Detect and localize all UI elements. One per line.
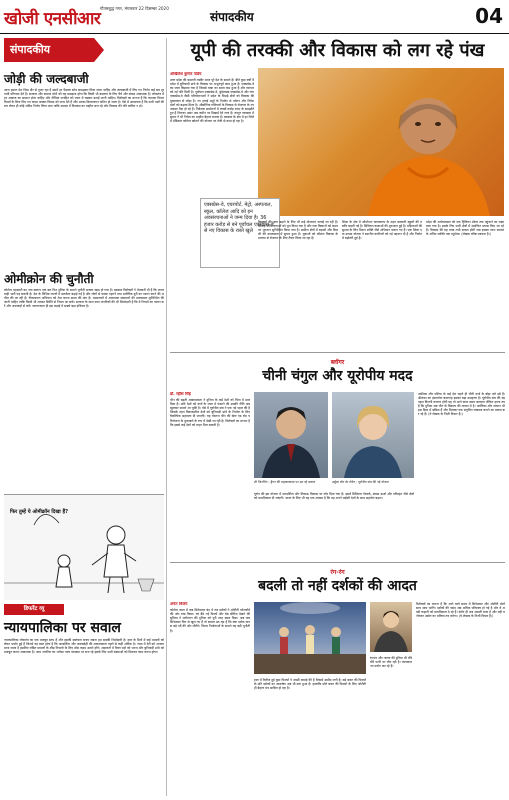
eu-leader-caption: उर्सुला वॉन डेर लेयेन : यूरोपीय संघ की नई योजना bbox=[332, 480, 389, 484]
blog-headline: चीनी चंगुल और यूरोपीय मदद bbox=[262, 368, 413, 384]
rang-column-3: रंगमंच और नाटक की दुनिया भी धीरे धीरे पटरी पर लौट रही है। कलाकार नए प्रयोग कर रहे हैं। bbox=[370, 656, 412, 669]
editorial-body-2: कोरोना महामारी का नया स्वरूप एक बार फिर दुनिया के सामने चुनौती बनकर खड़ा हो गया है। स्वास्थ्य विशेषज्ञों ने चेतावनी दी है कि लापरवाही भारी पड़ सकती है। देश के विभिन्न राज्यों में सतर्कता बढ़ाई गई है और लोगों से मास्क पहनने तथा शारीरिक दूरी का पालन करने की अपील की जा रही है। टीकाकरण अभियान को तेज करना समय की मांग है। अस्पतालों में आवश्यक संसाधनों की उपलब्धता सुनिश्चित की जानी चाहिए ताकि किसी भी आपात स्थिति से निपटा जा सके। सरकार के साथ साथ नागरिकों की भी जिम्मेदारी है कि वे नियमों का पालन करें और अफवाहों से बचें। जागरूकता ही इस लड़ाई में सबसे बड़ा हथियार है। bbox=[4, 288, 164, 309]
pull-quote: एक्सप्रेस-वे, एयरपोर्ट, मेट्रो, अस्पताल, स्कूल, कॉलेज आदि को इन अवसंरचनाओं ने जन्म दिया है। 36 हजार करोड़ से बने पूर्वांचल एक्सप्रेस-वे से नए विकास के रास्ते खुले bbox=[200, 198, 280, 268]
page-number: 04 bbox=[475, 4, 503, 28]
section-title: संपादकीय bbox=[210, 10, 254, 24]
rang-column-1 bbox=[170, 602, 250, 796]
rang-text-1: कोरोना काल में जब सिनेमाघर बंद थे तब दर्शकों ने ओटीटी प्लेटफॉर्म की ओर रुख किया। घर बैठे नई फिल्में और वेब सीरीज देखने की सुविधा ने मनोरंजन की दुनिया को पूरी तरह बदल दिया। अब जब सिनेमाघर फिर से खुल गए हैं तो सवाल उठ रहा है कि क्या दर्शक वापस बड़े पर्दे की ओर लौटेंगे। फिल्म निर्माताओं के सामने यह बड़ी चुनौती है। bbox=[170, 608, 250, 633]
editorial-title-1: जोड़ी की जल्दबाजी bbox=[4, 72, 89, 86]
masthead bbox=[0, 0, 509, 34]
left-column bbox=[4, 38, 164, 798]
main-headline: यूपी की तरक्की और विकास को लग रहे पंख bbox=[190, 40, 485, 61]
portrait-image bbox=[370, 602, 412, 652]
blogger-label: ब्लॉगर bbox=[325, 358, 351, 366]
cartoon bbox=[4, 494, 164, 599]
dateline: गौतमबुद्ध नगर, मंगलवार 22 दिसम्बर 2020 bbox=[100, 6, 169, 11]
main-article-column-4: प्रदेश की अर्थव्यवस्था को एक ट्रिलियन डॉलर तक पहुंचाने का लक्ष्य रखा गया है। इसके लिए सभी क्षेत्रों में समन्वित प्रयास किए जा रहे हैं। विकास की यह यात्रा तभी सफल होगी जब इसका लाभ समाज के अंतिम व्यक्ति तक पहुंचेगा। (लेखक वरिष्ठ पत्रकार हैं।) bbox=[426, 220, 504, 237]
xi-jinping-photo bbox=[254, 392, 328, 478]
column-divider bbox=[166, 38, 167, 796]
editorial-body-1: आज हमारा देश जिस दौर से गुजर रहा है उसमें हर फैसला सोच समझकर लिया जाना चाहिए और जल्दबाजी में लिए गए निर्णय कई बार दूरगामी परिणाम देते हैं। सरकार और समाज दोनों को यह समझना होगा कि किसी भी बदलाव के लिए धैर्य और संवाद आवश्यक है। लोकतंत्र में हर आवाज का सम्मान होना चाहिए और नीतियां जनहित को ध्यान में रखकर बनाई जानी चाहिए। विशेषज्ञों का मानना है कि व्यापक विचार विमर्श के बिना लिए गए कदम अक्सर विवाद को जन्म देते हैं और उनका क्रियान्वयन कठिन हो जाता है। ऐसे में आवश्यक है कि सभी पक्षों की राय लेकर ही कोई अंतिम निर्णय लिया जाए ताकि समाज में विश्वास का माहौल बना रहे और विकास की गति बाधित न हो। bbox=[4, 88, 164, 109]
blog-text-1: चीन की बढ़ती आक्रामकता ने दुनिया के कई देशों को चिंता में डाल दिया है। छोटे देशों को कर्ज के जाल में फंसाने की उसकी नीति अब खुलकर सामने आ चुकी है। ऐसे में यूरोपीय संघ ने एक नई पहल की है जिसके तहत विकासशील देशों को बुनियादी ढांचे के निर्माण के लिए वैकल्पिक सहायता दी जाएगी। यह योजना चीन की बेल्ट एंड रोड परियोजना के मुकाबले के रूप में देखी जा रही है। विशेषज्ञों का मानना है कि इससे कई देशों को राहत मिल सकती है। bbox=[170, 398, 250, 427]
different-view-banner: डिफरेंट व्यू bbox=[4, 604, 64, 615]
editorial-title-2: ओमीक्रोन की चुनौती bbox=[4, 272, 94, 286]
eu-leader-photo bbox=[332, 392, 414, 478]
rang-section-banner bbox=[170, 562, 505, 576]
stage-image bbox=[254, 602, 366, 674]
main-article-column-3: शिक्षा के क्षेत्र में ऑपरेशन कायाकल्प के तहत सरकारी स्कूलों की तस्वीर बदली गई है। डिजिटल कक्षाओं की शुरुआत हुई है। महिलाओं की सुरक्षा के लिए मिशन शक्ति जैसे अभियान चलाए गए हैं। एक जिला एक उत्पाद योजना ने स्थानीय कारीगरों को नई पहचान दी है और निर्यात में बढ़ोतरी हुई है। bbox=[342, 220, 422, 241]
brand-logo: खोजी एनसीआर bbox=[4, 9, 101, 29]
blog-column-2: यूरोप की इस योजना में पारदर्शिता और टिकाऊ विकास पर जोर दिया गया है। इसमें डिजिटल नेटवर्क, स्वच्छ ऊर्जा और परिवहन जैसे क्षेत्रों को प्राथमिकता दी जाएगी। भारत के लिए भी यह एक अवसर है कि वह अपने पड़ोसी देशों के साथ सहयोग बढ़ाए। bbox=[254, 492, 414, 501]
portrait-image bbox=[258, 68, 504, 216]
stage-performance-photo bbox=[254, 602, 366, 674]
main-article-text-1: उत्तर प्रदेश की बदलती तस्वीर आज पूरे देश के सामने है। बीते कुछ वर्षों में प्रदेश में बुनियादी ढांचे के विकास पर अभूतपूर्व काम हुआ है। एक्सप्रेस-वे का जाल बिछाया गया है जिससे यात्रा का समय कम हुआ है और व्यापार को नई गति मिली है। पूर्वांचल एक्सप्रेस-वे, बुंदेलखंड एक्सप्रेस-वे और गंगा एक्सप्रेस-वे जैसी परियोजनाओं ने प्रदेश के पिछड़े क्षेत्रों को विकास की मुख्यधारा से जोड़ा है। नए हवाई अड्डों के निर्माण से पर्यटन और निवेश दोनों को बढ़ावा मिला है। औद्योगिक गलियारों के विकास से रोजगार के नए अवसर पैदा हो रहे हैं। निवेशक सम्मेलनों में लाखों करोड़ रुपए के समझौते हुए हैं जिनका असर अब जमीन पर दिखाई देने लगा है। कानून व्यवस्था में सुधार ने भी निवेश का माहौल बेहतर बनाया है। स्वास्थ्य के क्षेत्र में हर जिले में मेडिकल कॉलेज खोलने की योजना पर तेजी से काम हो रहा है। bbox=[170, 78, 254, 124]
editorial-banner: संपादकीय bbox=[4, 38, 94, 62]
rang-label: रंग-रंग bbox=[324, 568, 350, 576]
xi-jinping-caption: शी जिनपिंग : ड्रैगन की महत्वाकांक्षा पर उठ रहे सवाल bbox=[254, 480, 316, 484]
rang-column-4: विशेषज्ञों का मानना है कि आने वाले समय में सिनेमाघर और ओटीटी दोनों साथ साथ चलेंगे। दर्शकों की पसंद अब अधिक परिपक्व हो गई है और वे अच्छी कहानी को प्राथमिकता दे रहे हैं। कंटेंट ही अब असली राजा है और यही मनोरंजन उद्योग का भविष्य तय करेगा। (ये लेखक के निजी विचार हैं।) bbox=[416, 602, 505, 619]
different-view-body: न्यायपालिका लोकतंत्र का एक मजबूत स्तंभ है और इसकी स्वतंत्रता बनाए रखना हम सबकी जिम्मेदारी है। हाल के दिनों में कई मामलों को लेकर चर्चाएं हुई हैं जिनसे यह स्पष्ट होता है कि पारदर्शिता और जवाबदेही की आवश्यकता पहले से कहीं अधिक है। न्याय में देरी को अन्याय माना जाता है इसलिए लंबित मामलों के शीघ्र निपटारे के लिए ठोस कदम उठाने होंगे। अदालतों में रिक्त पदों को भरना और बुनियादी ढांचे को मजबूत करना आवश्यक है। आम नागरिक का भरोसा न्याय व्यवस्था पर बना रहे इसके लिए सभी संस्थाओं को मिलकर काम करना होगा। bbox=[4, 638, 164, 655]
portrait-image bbox=[332, 392, 414, 478]
blog-column-3: अफ्रीका और एशिया के कई देश पहले ही चीनी कर्ज के बोझ तले दबे हैं। श्रीलंका का हंबनटोटा बंदरगाह इसका बड़ा उदाहरण है। यूरोपीय संघ की यह पहल कितनी कारगर होगी यह तो आने वाला समय बताएगा लेकिन इतना तय है कि दुनिया अब चीन के विकल्प की तलाश में है। अमेरिका और जापान भी इस दिशा में सक्रिय हैं और मिलकर एक संतुलित व्यवस्था बनाने का प्रयास कर रहे हैं। (ये लेखक के निजी विचार हैं।) bbox=[418, 392, 505, 417]
main-article-column-2: किसानों की आय बढ़ाने के लिए भी कई योजनाएं चलाई जा रही हैं। सिंचाई परियोजनाओं को पूरा किया गया है और गन्ना किसानों को समय पर भुगतान सुनिश्चित किया गया है। ग्रामीण क्षेत्रों में सड़कों और बिजली की उपलब्धता में सुधार हुआ है। युवाओं को कौशल विकास के माध्यम से रोजगार के लिए तैयार किया जा रहा है। bbox=[258, 220, 338, 241]
blog-byline: डॉ. रहीस सिंह bbox=[170, 392, 191, 396]
main-article bbox=[170, 38, 505, 348]
rang-byline: अनंत विजय bbox=[170, 602, 188, 606]
blog-column-1 bbox=[170, 392, 250, 557]
different-view-title: न्यायपालिका पर सवाल bbox=[4, 620, 121, 636]
cartoon-caption: फिर तुम्हें ये ओमीक्रॉन दिखा हैं? bbox=[10, 509, 69, 515]
portrait-image bbox=[254, 392, 328, 478]
rang-headline: बदली तो नहीं दर्शकों की आदत bbox=[258, 578, 417, 594]
rang-column-2: हाल में रिलीज हुई कुछ फिल्मों ने अच्छी कमाई की है जिससे उम्मीद जगी है। बड़े बजट की फिल्मों के प्रति दर्शकों का आकर्षण अब भी बना हुआ है। हालांकि छोटे बजट की फिल्मों के लिए ओटीटी ही बेहतर मंच साबित हो रहा है। bbox=[254, 678, 366, 691]
main-article-byline: अखिलेश कुमार पांडेय bbox=[170, 72, 202, 76]
blogger-section-banner bbox=[170, 352, 505, 366]
chief-minister-photo bbox=[258, 68, 504, 216]
actor-photo bbox=[370, 602, 412, 652]
